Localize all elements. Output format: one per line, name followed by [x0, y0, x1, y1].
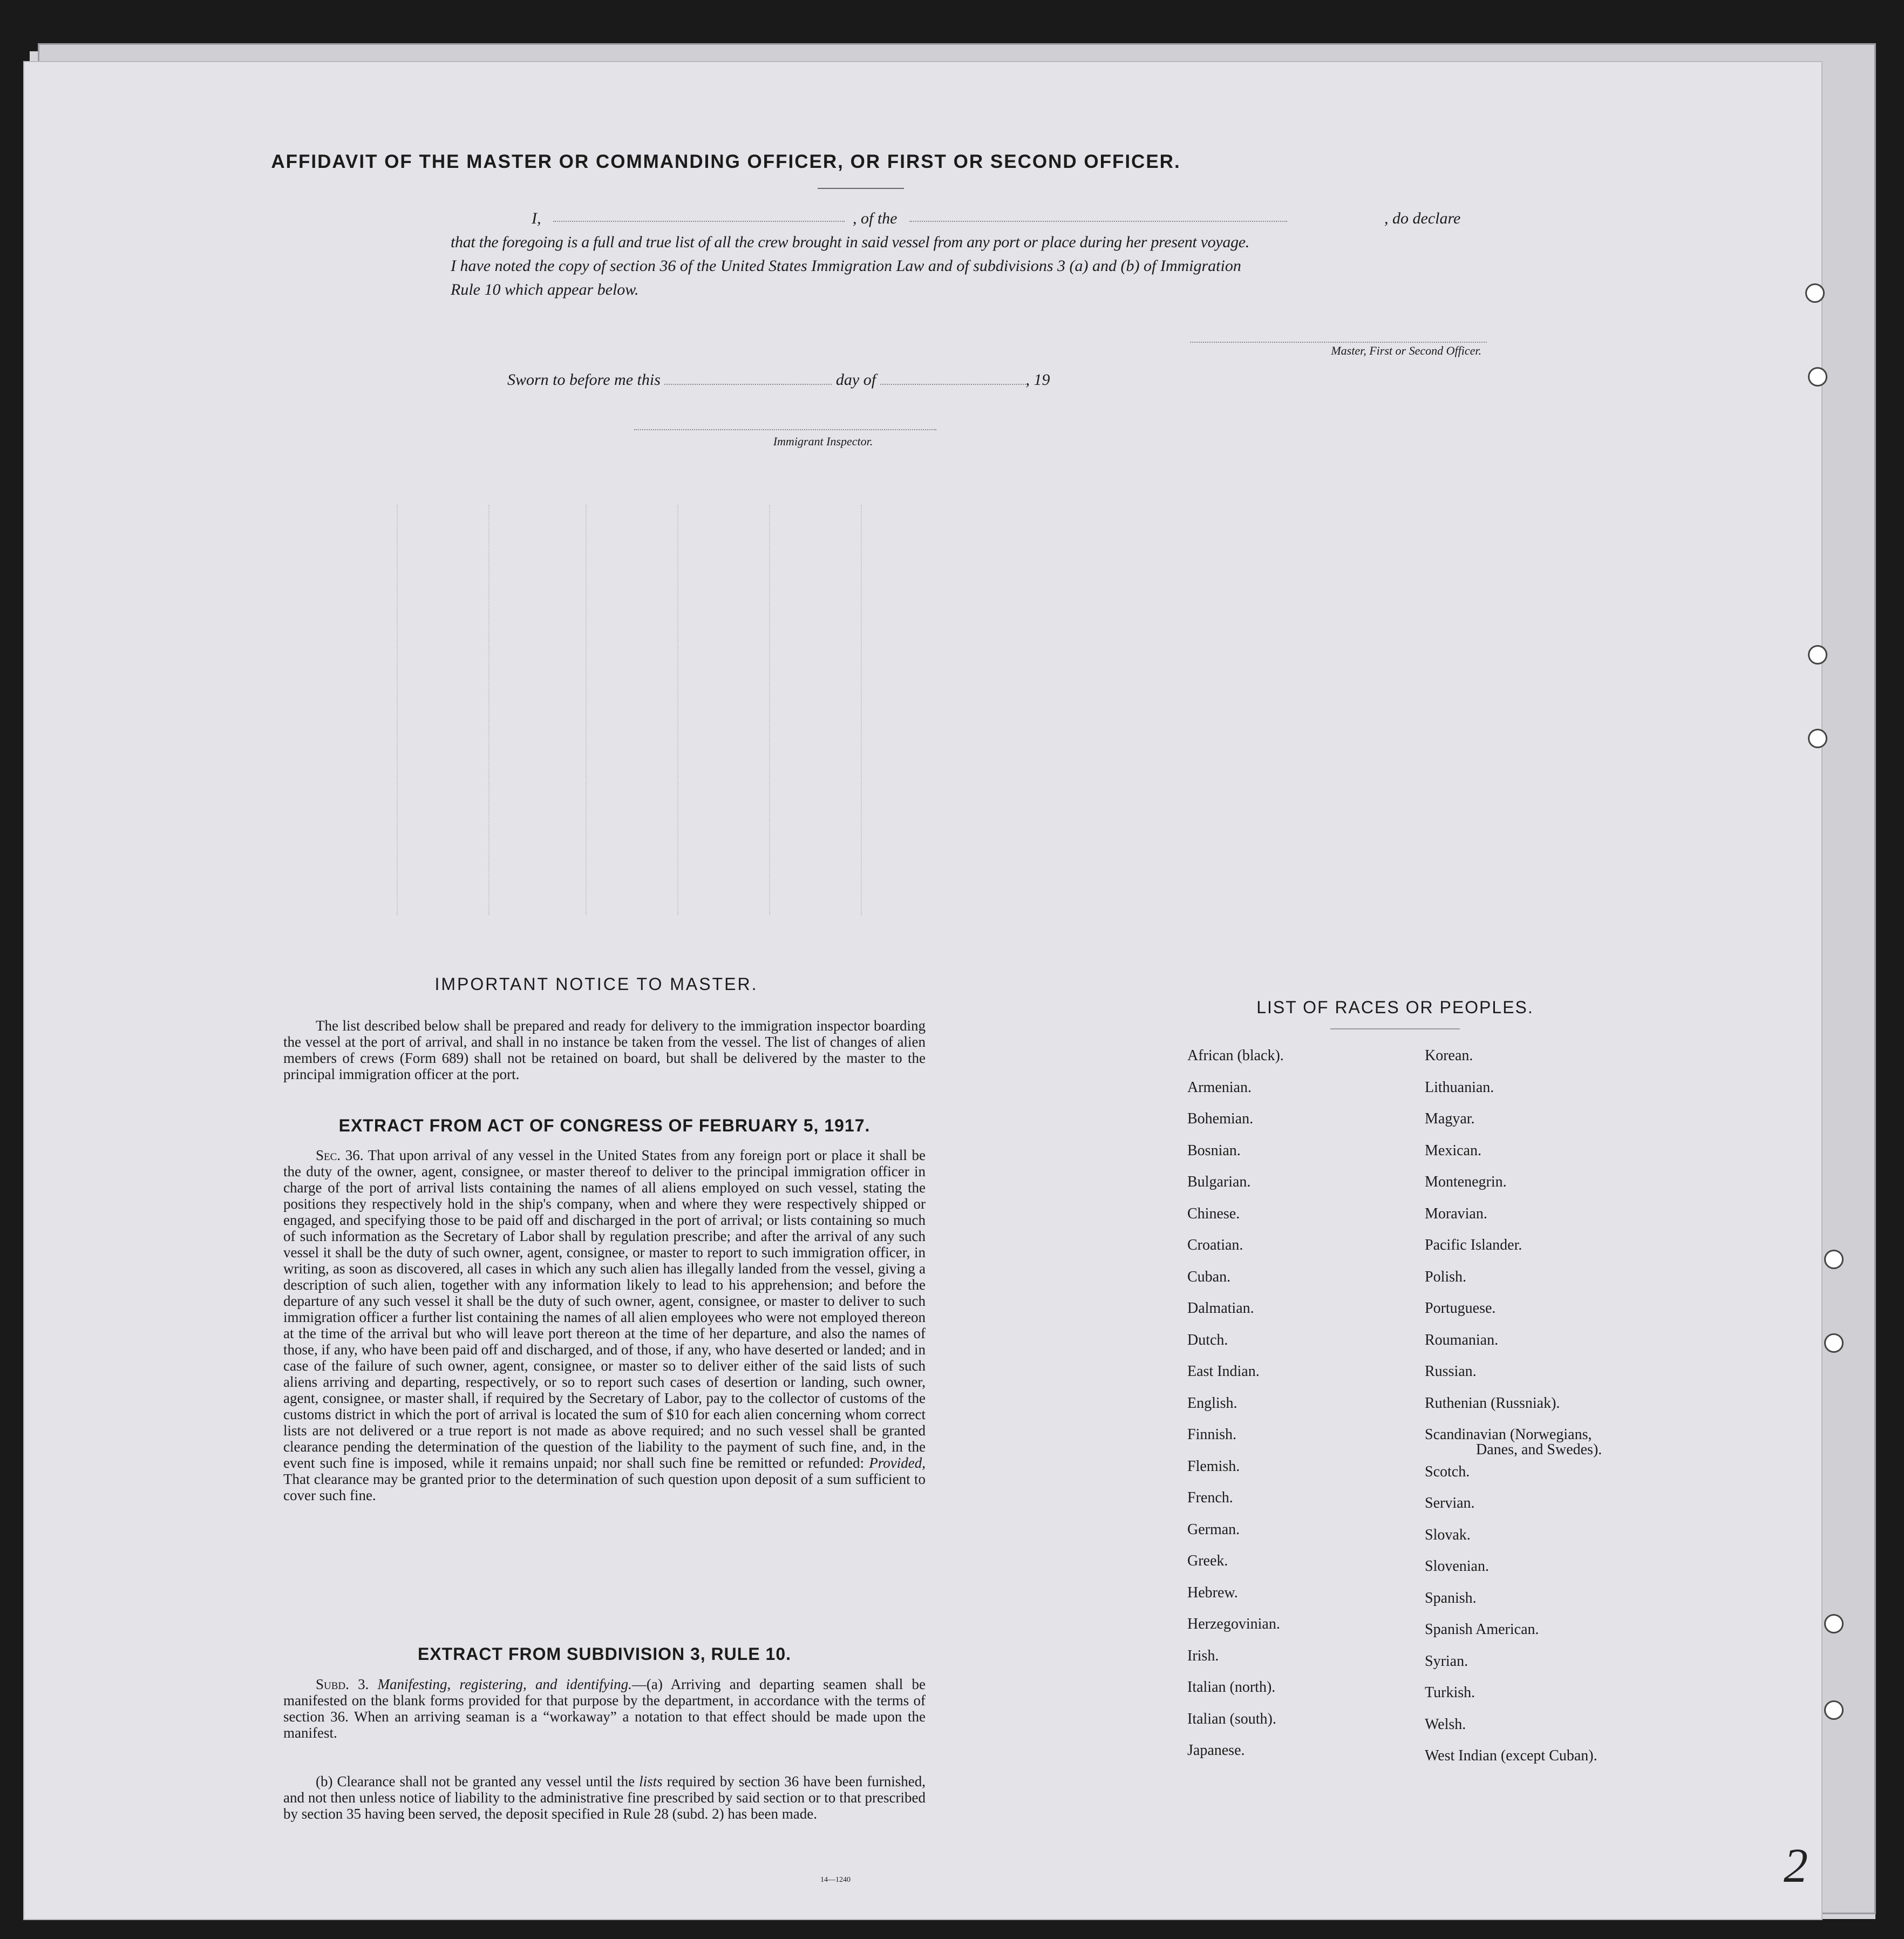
signature-label: Master, First or Second Officer. — [1331, 344, 1481, 357]
signature-line — [1190, 342, 1487, 343]
column-rule — [397, 505, 398, 915]
document-page — [24, 62, 1821, 1919]
column-rule — [769, 505, 770, 915]
race-item: Flemish. — [1187, 1457, 1240, 1475]
extract-rule-title: EXTRACT FROM SUBDIVISION 3, RULE 10. — [417, 1644, 792, 1664]
race-item: East Indian. — [1187, 1363, 1260, 1380]
race-item: Croatian. — [1187, 1237, 1243, 1253]
affidavit-line-1 — [451, 207, 1487, 230]
race-item: Slovenian. — [1425, 1558, 1489, 1575]
race-item: Danes, and Swedes). — [1476, 1441, 1602, 1458]
provided-word: Provided, — [869, 1455, 926, 1471]
race-item: Italian (south). — [1187, 1710, 1276, 1727]
subdivision-a-body: —(a) Arriving and departing seamen shall be manifested on the blank forms provided for that purpose by the department, in accordance with the terms of section 36. When an arriving seaman is a “workaway” a notation to that effect should be made upon the manifest. — [283, 1676, 926, 1741]
notice-text: The list described below shall be prepared and ready for delivery to the immigration inspector boarding the vessel at the port of arrival, and shall in no instance be taken from the vessel. The list of changes of alien members of crews (Form 689) shall not be retained on board, but shall be delivered by the master to the principal immigration officer at the port. — [283, 1018, 926, 1082]
binder-hole — [1808, 367, 1827, 387]
race-item: Bohemian. — [1187, 1110, 1254, 1127]
title-rule — [818, 188, 904, 189]
race-item: Magyar. — [1425, 1110, 1475, 1127]
column-rule — [677, 505, 678, 915]
inspector-label: Immigrant Inspector. — [773, 435, 873, 448]
race-item: Armenian. — [1187, 1079, 1252, 1096]
race-item: Servian. — [1425, 1495, 1475, 1511]
race-item: Slovak. — [1425, 1526, 1471, 1543]
race-item: Bosnian. — [1187, 1142, 1241, 1159]
binder-hole — [1808, 645, 1827, 665]
race-item: Finnish. — [1187, 1426, 1237, 1443]
race-item: Greek. — [1187, 1552, 1228, 1569]
inspector-line — [634, 429, 936, 430]
race-item: Chinese. — [1187, 1205, 1240, 1222]
subdivision-a-text — [283, 1676, 926, 1741]
race-item: Lithuanian. — [1425, 1079, 1494, 1096]
affidavit-line-2: that the foregoing is a full and true list of all the crew brought in said vessel from any port or place during her present voyage. — [451, 233, 1249, 251]
affidavit-i: I, — [532, 209, 541, 227]
race-item: Herzegovinian. — [1187, 1616, 1280, 1632]
affidavit-line-3: I have noted the copy of section 36 of the United States Immigration Law and of subdivisions 3 (a) and (b) of Immigration — [451, 257, 1241, 275]
race-item: Italian (north). — [1187, 1679, 1276, 1696]
sworn-year: , 19 — [1025, 371, 1050, 389]
race-item: Dalmatian. — [1187, 1300, 1254, 1317]
binder-hole — [1824, 1250, 1844, 1269]
sworn-month-blank — [880, 370, 1026, 385]
section-36-text — [283, 1147, 926, 1503]
race-item: Ruthenian (Russniak). — [1425, 1394, 1560, 1412]
subdivision-heading: Manifesting, registering, and identifying. — [377, 1676, 632, 1692]
sworn-prefix: Sworn to before me this — [507, 371, 661, 389]
race-item: Roumanian. — [1425, 1331, 1499, 1348]
race-item: French. — [1187, 1489, 1233, 1506]
race-item: Turkish. — [1425, 1684, 1475, 1701]
race-item: Cuban. — [1187, 1268, 1231, 1285]
subdivision-b-text — [283, 1773, 926, 1822]
affidavit-title: AFFIDAVIT OF THE MASTER OR COMMANDING OFFICER, OR FIRST OR SECOND OFFICER. — [271, 151, 1181, 172]
race-item: Japanese. — [1187, 1742, 1245, 1759]
section-body: That upon arrival of any vessel in the United States from any foreign port or place it shall be the duty of the owner, agent, consignee, or master thereof to deliver to the principal immigration officer in charge of the port of arrival lists containing the names of all aliens employed on such vessel, stating the positions they respectively hold in the ship's company, when and where they were respectively shipped or engaged, and specifying those to be paid off and discharged in the port of arrival; or lists containing so much of such information as the Secretary of Labor shall by regulation prescribe; and after the arrival of any such vessel it shall be the duty of such owner, agent, consignee, or master to report to such immigration officer, in writing, as soon as discovered, all cases in which any such alien has illegally landed from the vessel, giving a description of such alien, together with any information likely to lead to his apprehension; and before the departure of any such vessel it shall be the duty of such owner, agent, consignee, or master to deliver to such immigration officer a further list containing the names of all alien employees who were not employed thereon at the time of the arrival but who will leave port thereon at the time of her departure, and also the names of those, if any, who have been paid off and discharged, and of those, if any, who have deserted or landed; and in case of the failure of such owner, agent, consignee, or master so to deliver either of the said lists of such aliens arriving and departing, respectively, or so to report such cases of desertion or landing, such owner, agent, consignee, or master shall, if required by the Secretary of Labor, pay to the collector of customs of the customs district in which the port of arrival is located the sum of $10 for each alien concerning whom correct lists are not delivered or a true report is not made as above required; and no such vessel shall be granted clearance pending the determination of the question of the liability to the payment of such fine, and, in the event such fine is imposed, while it remains unpaid; nor shall such fine be remitted or refunded: — [283, 1147, 926, 1471]
column-rule — [488, 505, 489, 915]
column-rule — [861, 505, 862, 915]
extract-act-title: EXTRACT FROM ACT OF CONGRESS OF FEBRUARY 5, 1917. — [338, 1116, 871, 1135]
race-item: Mexican. — [1425, 1142, 1481, 1159]
race-item: Spanish American. — [1425, 1621, 1539, 1638]
sworn-day-of: day of — [835, 371, 876, 389]
race-item: Portuguese. — [1425, 1300, 1496, 1317]
column-rule — [586, 505, 587, 915]
name-blank — [553, 207, 845, 222]
affidavit-declare: , do declare — [1384, 209, 1461, 227]
race-item: English. — [1187, 1394, 1237, 1412]
form-number: 14—1240 — [820, 1876, 851, 1884]
binder-hole — [1808, 729, 1827, 748]
subdivision-b-lists: lists — [639, 1773, 663, 1789]
race-item: Spanish. — [1425, 1589, 1477, 1606]
sworn-day-blank — [664, 370, 832, 385]
section-body-end: That clearance may be granted prior to the determination of such question upon deposit of a sum sufficient to cover such fine. — [283, 1471, 926, 1503]
race-item: Irish. — [1187, 1647, 1219, 1664]
binder-hole — [1824, 1614, 1844, 1633]
races-title-rule — [1330, 1028, 1460, 1029]
race-item: Hebrew. — [1187, 1584, 1238, 1601]
vessel-blank — [909, 207, 1287, 222]
binder-hole — [1824, 1700, 1844, 1720]
subdivision-label: Subd. 3. — [316, 1676, 369, 1692]
race-item: German. — [1187, 1521, 1240, 1538]
page-mark: 2 — [1784, 1839, 1808, 1893]
race-item: West Indian (except Cuban). — [1425, 1747, 1597, 1764]
races-title: LIST OF RACES OR PEOPLES. — [1256, 998, 1534, 1017]
sworn-line — [507, 370, 1209, 389]
affidavit-body — [451, 207, 1487, 302]
binder-hole — [1805, 283, 1825, 303]
notice-title: IMPORTANT NOTICE TO MASTER. — [434, 974, 758, 994]
race-item: Dutch. — [1187, 1331, 1228, 1348]
race-item: Bulgarian. — [1187, 1174, 1251, 1190]
race-item: Scotch. — [1425, 1463, 1470, 1480]
binder-hole — [1824, 1333, 1844, 1353]
affidavit-of-the: , of the — [853, 209, 897, 227]
race-item: Welsh. — [1425, 1716, 1466, 1733]
race-item: Pacific Islander. — [1425, 1237, 1522, 1253]
race-item: Scandinavian (Norwegians, — [1425, 1426, 1592, 1443]
race-item: Russian. — [1425, 1363, 1477, 1380]
race-item: Korean. — [1425, 1047, 1473, 1064]
section-label: Sec. 36. — [316, 1147, 364, 1163]
race-item: African (black). — [1187, 1047, 1284, 1064]
race-item: Syrian. — [1425, 1652, 1468, 1670]
affidavit-line-4: Rule 10 which appear below. — [451, 281, 639, 299]
race-item: Polish. — [1425, 1268, 1467, 1285]
subdivision-b-prefix: (b) Clearance shall not be granted any vessel until the — [316, 1773, 635, 1789]
subdivision-b-body: required by section 36 have been furnished, and not then unless notice of liability to the administrative fine prescribed by said section or to that prescribed by section 35 having been served, the deposit specified in Rule 28 (subd. 2) has been made. — [283, 1773, 926, 1822]
race-item: Moravian. — [1425, 1205, 1487, 1222]
race-item: Montenegrin. — [1425, 1174, 1507, 1190]
